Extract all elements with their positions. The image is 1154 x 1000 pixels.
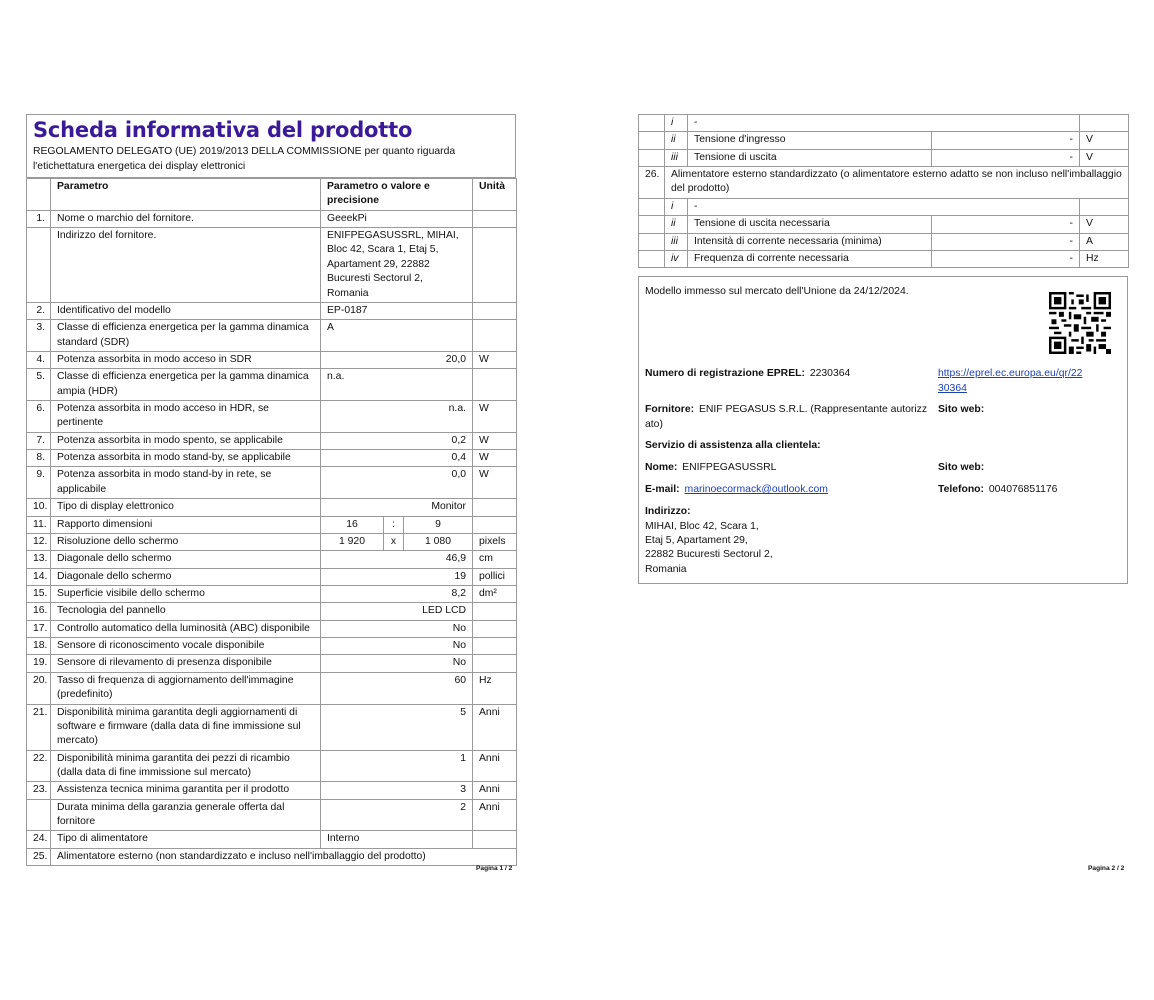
email-link[interactable]: marinoecormack@outlook.com: [684, 484, 828, 496]
parameter-value: 5: [321, 704, 473, 750]
parameter-value: GeeekPi: [321, 210, 473, 227]
eprel-label: Numero di registrazione EPREL:: [645, 368, 805, 380]
unit: W: [473, 401, 517, 433]
sub-row: [639, 115, 1129, 132]
sub-index: iii: [665, 149, 688, 166]
unit: pollici: [473, 568, 517, 585]
parameter-label: Classe di efficienza energetica per la gamma dinamica standard (SDR): [51, 320, 321, 352]
customer-service-label: Servizio di assistenza alla clientela:: [645, 440, 821, 452]
unit: A: [1080, 233, 1129, 250]
website-label: Sito web:: [938, 404, 985, 416]
table-row: [27, 351, 517, 368]
sub-label: Tensione di uscita necessaria: [688, 216, 932, 233]
sub-index: iii: [665, 233, 688, 250]
unit: W: [473, 432, 517, 449]
parameter-label: Diagonale dello schermo: [51, 551, 321, 568]
row-number: 17.: [27, 620, 51, 637]
eprel-registration: [645, 367, 850, 381]
email-label: E-mail:: [645, 484, 680, 496]
unit: dm²: [473, 586, 517, 603]
unit: [473, 603, 517, 620]
table-row: [27, 228, 517, 303]
parameter-label: Disponibilità minima garantita degli aggiornamenti di software e firmware (dalla data di fine immissione sul mercato): [51, 704, 321, 750]
eprel-link-line-2[interactable]: 30364: [938, 382, 967, 394]
unit: Hz: [1080, 250, 1129, 267]
header-value: Parametro o valore e precisione: [321, 179, 473, 211]
unit: W: [473, 450, 517, 467]
unit: [473, 320, 517, 352]
table-header-row: [27, 179, 517, 211]
parameter-label: Indirizzo del fornitore.: [51, 228, 321, 303]
unit: V: [1080, 132, 1129, 149]
parameter-label: Rapporto dimensioni: [51, 516, 321, 533]
parameter-value: Monitor: [321, 499, 473, 516]
row-number: 26.: [639, 167, 665, 199]
row-number: 2.: [27, 302, 51, 319]
header-unit: Unità: [473, 179, 517, 211]
sub-row: [639, 198, 1129, 215]
table-row: [639, 167, 1129, 199]
table-row: [27, 467, 517, 499]
parameter-label: Potenza assorbita in modo spento, se applicabile: [51, 432, 321, 449]
supplier-label: Fornitore:: [645, 404, 695, 416]
row-number: 20.: [27, 672, 51, 704]
indent-cell: [639, 132, 665, 149]
value-b: 9: [404, 516, 473, 533]
table-row: [27, 533, 517, 550]
row-number: [27, 799, 51, 831]
regulation-subtitle: REGOLAMENTO DELEGATO (UE) 2019/2013 DELLA COMMISSIONE per quanto riguarda l'etichettatura energetica dei display elettronici: [33, 146, 456, 172]
unit: [1080, 198, 1129, 215]
table-row: [27, 655, 517, 672]
sub-row: [639, 233, 1129, 250]
indent-cell: [639, 250, 665, 267]
unit: Anni: [473, 704, 517, 750]
table-row: [27, 499, 517, 516]
eprel-link[interactable]: [938, 367, 1082, 396]
row-number: 25.: [27, 848, 51, 865]
email-row: [645, 483, 828, 497]
market-date-text: Modello immesso sul mercato dell'Unione da 24/12/2024.: [645, 286, 909, 298]
unit: [473, 831, 517, 848]
unit: Hz: [473, 672, 517, 704]
value-separator: x: [384, 533, 404, 550]
parameter-value: 3: [321, 782, 473, 799]
unit: W: [473, 467, 517, 499]
unit: Anni: [473, 782, 517, 799]
sub-label: -: [688, 115, 1080, 132]
parameter-value: 46,9: [321, 551, 473, 568]
unit: cm: [473, 551, 517, 568]
row-number: [27, 228, 51, 303]
parameter-label: Potenza assorbita in modo stand-by, se applicabile: [51, 450, 321, 467]
row-number: 18.: [27, 638, 51, 655]
sub-row: [639, 132, 1129, 149]
service-name-row: [645, 461, 776, 475]
row-number: 13.: [27, 551, 51, 568]
row-number: 8.: [27, 450, 51, 467]
parameter-value: LED LCD: [321, 603, 473, 620]
parameter-value: 1: [321, 750, 473, 782]
parameter-label: Potenza assorbita in modo acceso in SDR: [51, 351, 321, 368]
parameter-label: Classe di efficienza energetica per la gamma dinamica ampia (HDR): [51, 369, 321, 401]
table-row: [27, 320, 517, 352]
page-2-footer: Pagina 2 / 2: [1088, 865, 1125, 872]
sub-index: ii: [665, 216, 688, 233]
table-row: [27, 848, 517, 865]
unit: Anni: [473, 799, 517, 831]
supplier-value: ENIF PEGASUS S.R.L. (Rappresentante autorizz: [698, 404, 928, 416]
row-number: 10.: [27, 499, 51, 516]
sub-row: [639, 216, 1129, 233]
parameter-label: Potenza assorbita in modo stand-by in rete, se applicabile: [51, 467, 321, 499]
unit: [473, 302, 517, 319]
row-number: 3.: [27, 320, 51, 352]
unit: Anni: [473, 750, 517, 782]
table-row: [27, 450, 517, 467]
table-row: [27, 638, 517, 655]
indent-cell: [639, 149, 665, 166]
parameter-value: 0,0: [321, 467, 473, 499]
table-row: [27, 516, 517, 533]
sub-label: Tensione di uscita: [688, 149, 932, 166]
row-number: 9.: [27, 467, 51, 499]
sub-value: -: [932, 132, 1080, 149]
unit: [473, 228, 517, 303]
phone-value: 004076851176: [988, 484, 1058, 496]
parameter-label: Nome o marchio del fornitore.: [51, 210, 321, 227]
value-separator: :: [384, 516, 404, 533]
row-number: 21.: [27, 704, 51, 750]
parameter-label: Identificativo del modello: [51, 302, 321, 319]
sub-label: Frequenza di corrente necessaria: [688, 250, 932, 267]
parameter-value: 8,2: [321, 586, 473, 603]
eprel-link-line-1[interactable]: https://eprel.ec.europa.eu/qr/22: [938, 368, 1083, 380]
parameter-label: Alimentatore esterno standardizzato (o alimentatore esterno adatto se non incluso nell'imballaggio del prodotto): [665, 167, 1129, 199]
sub-label: -: [688, 198, 1080, 215]
parameter-label: Potenza assorbita in modo acceso in HDR, se pertinente: [51, 401, 321, 433]
sub-value: -: [932, 233, 1080, 250]
indent-cell: [639, 233, 665, 250]
website2-label: Sito web:: [938, 462, 985, 474]
parameter-label: Risoluzione dello schermo: [51, 533, 321, 550]
table-row: [27, 210, 517, 227]
parameter-label: Sensore di rilevamento di presenza disponibile: [51, 655, 321, 672]
parameter-value: n.a.: [321, 369, 473, 401]
row-number: 11.: [27, 516, 51, 533]
address-line: Etaj 5, Apartament 29,: [645, 534, 748, 546]
table-row: [27, 799, 517, 831]
table-row: [27, 432, 517, 449]
header-parameter: Parametro: [51, 179, 321, 211]
table-row: [27, 369, 517, 401]
parameter-value: No: [321, 638, 473, 655]
sub-index: ii: [665, 132, 688, 149]
document-title: Scheda informativa del prodotto: [33, 118, 413, 142]
table-row: [27, 672, 517, 704]
row-number: 16.: [27, 603, 51, 620]
parameter-value: ENIFPEGASUSSRL, MIHAI, Bloc 42, Scara 1, Etaj 5, Apartament 29, 22882 Bucuresti Sectorul 2, Romania: [321, 228, 473, 303]
supplier-value-cont: ato): [645, 418, 663, 430]
table-row: [27, 782, 517, 799]
address-line: MIHAI, Bloc 42, Scara 1,: [645, 520, 759, 532]
parameter-value: 0,4: [321, 450, 473, 467]
parameter-label: Tipo di alimentatore: [51, 831, 321, 848]
parameter-label: Tecnologia del pannello: [51, 603, 321, 620]
row-number: 19.: [27, 655, 51, 672]
table-row: [27, 704, 517, 750]
parameter-label: Superficie visibile dello schermo: [51, 586, 321, 603]
parameter-value: No: [321, 620, 473, 637]
parameter-label: Disponibilità minima garantita dei pezzi di ricambio (dalla data di fine immissione sul mercato): [51, 750, 321, 782]
row-number: 12.: [27, 533, 51, 550]
indent-cell: [639, 115, 665, 132]
page-1: [26, 114, 516, 866]
row-number: 5.: [27, 369, 51, 401]
parameter-label: Durata minima della garanzia generale offerta dal fornitore: [51, 799, 321, 831]
row-number: 23.: [27, 782, 51, 799]
unit: [473, 638, 517, 655]
sub-row: [639, 250, 1129, 267]
value-a: 16: [321, 516, 384, 533]
supplier-row: [645, 403, 933, 432]
parameter-value: No: [321, 655, 473, 672]
unit: [473, 210, 517, 227]
row-number: 14.: [27, 568, 51, 585]
table-row: [27, 831, 517, 848]
address-line: 22882 Bucuresti Sectorul 2,: [645, 549, 773, 561]
unit: [473, 499, 517, 516]
parameter-label: Sensore di riconoscimento vocale disponibile: [51, 638, 321, 655]
row-number: 6.: [27, 401, 51, 433]
name-label: Nome:: [645, 462, 678, 474]
parameter-value: 20,0: [321, 351, 473, 368]
eprel-value: 2230364: [809, 368, 851, 380]
parameter-value: 0,2: [321, 432, 473, 449]
unit: V: [1080, 216, 1129, 233]
address-block: [645, 505, 773, 577]
unit: [1080, 115, 1129, 132]
address-line: Romania: [645, 563, 687, 575]
parameter-value: n.a.: [321, 401, 473, 433]
table-row: [27, 302, 517, 319]
address-label: Indirizzo:: [645, 506, 691, 518]
supplier-info-box: [638, 276, 1128, 584]
sub-index: i: [665, 115, 688, 132]
row-number: 4.: [27, 351, 51, 368]
unit: pixels: [473, 533, 517, 550]
sub-row: [639, 149, 1129, 166]
table-row: [27, 568, 517, 585]
table-row: [27, 750, 517, 782]
qr-code-icon[interactable]: [1049, 292, 1111, 354]
parameters-table: [26, 178, 517, 866]
indent-cell: [639, 198, 665, 215]
table-row: [27, 551, 517, 568]
parameter-label: Assistenza tecnica minima garantita per il prodotto: [51, 782, 321, 799]
sub-value: -: [932, 250, 1080, 267]
phone-label: Telefono:: [938, 484, 984, 496]
page-2: [638, 114, 1128, 584]
parameter-label: Tipo di display elettronico: [51, 499, 321, 516]
sub-label: Intensità di corrente necessaria (minima): [688, 233, 932, 250]
table-row: [27, 586, 517, 603]
row-number: 15.: [27, 586, 51, 603]
table-row: [27, 620, 517, 637]
title-block: [26, 114, 516, 178]
unit: V: [1080, 149, 1129, 166]
sub-label: Tensione d'ingresso: [688, 132, 932, 149]
parameter-label: Controllo automatico della luminosità (ABC) disponibile: [51, 620, 321, 637]
parameter-value: 19: [321, 568, 473, 585]
row-number: 1.: [27, 210, 51, 227]
value-a: 1 920: [321, 533, 384, 550]
table-row: [27, 603, 517, 620]
parameter-value: 2: [321, 799, 473, 831]
power-supply-table: [638, 114, 1129, 268]
indent-cell: [639, 216, 665, 233]
sub-value: -: [932, 216, 1080, 233]
unit: [473, 620, 517, 637]
row-number: 7.: [27, 432, 51, 449]
table-row: [27, 401, 517, 433]
parameter-value: A: [321, 320, 473, 352]
unit: W: [473, 351, 517, 368]
row-number: 22.: [27, 750, 51, 782]
parameter-value: Interno: [321, 831, 473, 848]
sub-index: iv: [665, 250, 688, 267]
unit: [473, 655, 517, 672]
unit: [473, 369, 517, 401]
sub-index: i: [665, 198, 688, 215]
parameter-label: Diagonale dello schermo: [51, 568, 321, 585]
parameter-value: EP-0187: [321, 302, 473, 319]
sub-value: -: [932, 149, 1080, 166]
unit: [473, 516, 517, 533]
parameter-label: Tasso di frequenza di aggiornamento dell'immagine (predefinito): [51, 672, 321, 704]
row-number: 24.: [27, 831, 51, 848]
page-1-footer: Pagina 1 / 2: [476, 865, 513, 872]
parameter-value: 60: [321, 672, 473, 704]
phone-row: [938, 483, 1057, 497]
parameter-label: Alimentatore esterno (non standardizzato e incluso nell'imballaggio del prodotto): [51, 848, 517, 865]
name-value: ENIFPEGASUSSRL: [682, 462, 777, 474]
value-b: 1 080: [404, 533, 473, 550]
